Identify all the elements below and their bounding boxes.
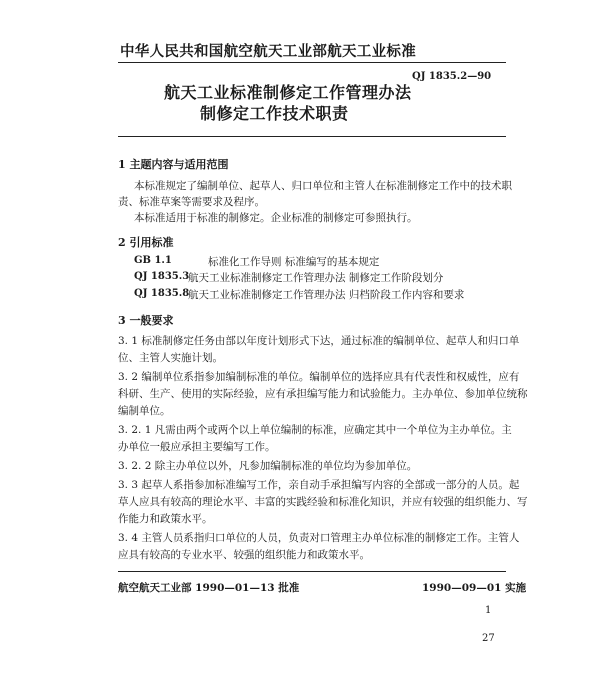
reference-code: GB 1.1 xyxy=(134,255,172,266)
section-heading: 3 一般要求 xyxy=(118,314,174,327)
header-rule xyxy=(118,62,506,63)
page-number-global: 27 xyxy=(482,633,495,644)
title-separator xyxy=(118,136,506,137)
clause-line: 3. 2. 1 凡需由两个或两个以上单位编制的标准，应确定其中一个单位为主办单位。主 xyxy=(118,424,512,436)
implementation-date: 1990—09—01 实施 xyxy=(422,582,527,594)
paragraph-line: 责、标准草案等需要求及程序。 xyxy=(118,196,265,208)
section-heading: 2 引用标准 xyxy=(118,236,174,249)
reference-title: 航天工业标准制修定工作管理办法 制修定工作阶段划分 xyxy=(188,272,444,284)
clause-line: 3. 2 编制单位系指参加编制标准的单位。编制单位的选择应具有代表性和权威性，应有 xyxy=(118,371,520,383)
clause-line: 办单位一般应承担主要编写工作。 xyxy=(118,441,276,453)
paragraph-line: 本标准适用于标准的制修定。企业标准的制修定可参照执行。 xyxy=(134,212,418,224)
clause-line: 作能力和政策水平。 xyxy=(118,513,213,525)
clause-line: 草人应具有较高的理论水平、丰富的实践经验和标准化知识，并应有较强的组织能力、写 xyxy=(118,496,528,508)
page-number-local: 1 xyxy=(485,605,492,616)
reference-code: QJ 1835.8 xyxy=(134,288,190,299)
clause-line: 3. 1 标准制修定任务由部以年度计划形式下达，通过标准的编制单位、起草人和归口单 xyxy=(118,335,520,347)
clause-line: 科研、生产、使用的实际经验，应有承担编写能力和试验能力。主办单位、参加单位统称 xyxy=(118,388,528,400)
approval-line: 航空航天工业部 1990—01—13 批准 xyxy=(118,582,300,594)
clause-line: 应具有较高的专业水平、较强的组织能力和政策水平。 xyxy=(118,549,370,561)
section-heading: 1 主题内容与适用范围 xyxy=(118,158,229,171)
clause-line: 位、主管人实施计划。 xyxy=(118,352,223,364)
document-subtitle: 制修定工作技术职责 xyxy=(200,104,349,123)
issuer-header: 中华人民共和国航空航天工业部航天工业标准 xyxy=(120,43,416,60)
clause-line: 3. 4 主管人员系指归口单位的人员，负责对口管理主办单位标准的制修定工作。主管人 xyxy=(118,532,520,544)
reference-title: 航天工业标准制修定工作管理办法 归档阶段工作内容和要求 xyxy=(188,289,465,301)
clause-line: 3. 3 起草人系指参加标准编写工作，亲自动手承担编写内容的全部或一部分的人员。起 xyxy=(118,479,520,491)
clause-line: 编制单位。 xyxy=(118,405,171,417)
footer-rule xyxy=(118,571,506,572)
standard-number: QJ 1835.2—90 xyxy=(412,71,492,82)
reference-title: 标准化工作导则 标准编写的基本规定 xyxy=(208,256,380,268)
reference-code: QJ 1835.3 xyxy=(134,271,190,282)
paragraph-line: 本标准规定了编制单位、起草人、归口单位和主管人在标准制修定工作中的技术职 xyxy=(134,180,512,192)
clause-line: 3. 2. 2 除主办单位以外，凡参加编制标准的单位均为参加单位。 xyxy=(118,460,418,472)
document-title: 航天工业标准制修定工作管理办法 xyxy=(164,83,412,102)
